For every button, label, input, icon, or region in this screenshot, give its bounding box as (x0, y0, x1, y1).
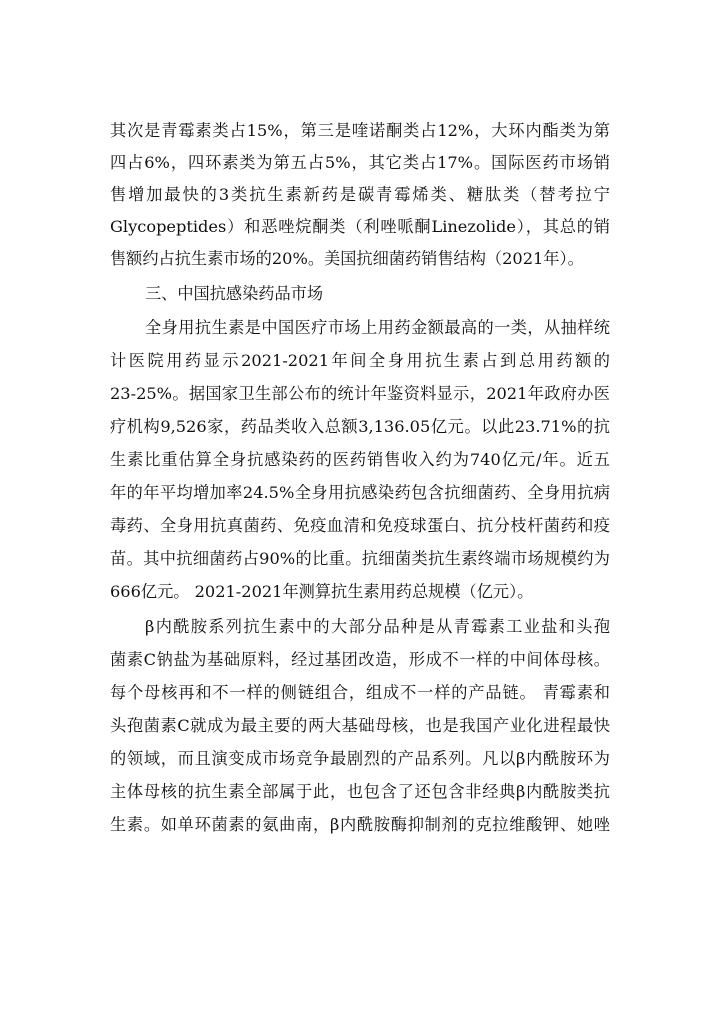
text-line: 主体母核的抗生素全部属于此，也包含了还包含非经典β内酰胺类抗 (110, 782, 610, 801)
text-line: 生素比重估算全身抗感染药的医药销售收入约为740亿元/年。近五 (110, 450, 610, 469)
text-line: 每个母核再和不一样的侧链组合，组成不一样的产品链。 青霉素和 (110, 683, 610, 702)
text-line: 售增加最快的3类抗生素新药是碳青霉烯类、糖肽类（替考拉宁 (110, 185, 610, 204)
text-line: 售额约占抗生素市场的20%。美国抗细菌药销售结构（2021年）。 (110, 249, 584, 268)
text-line: 666亿元。 2021-2021年测算抗生素用药总规模（亿元）。 (110, 582, 534, 601)
section-heading: 三、中国抗感染药品市场 (145, 284, 324, 303)
text-line: Glycopeptides）和恶唑烷酮类（利唑哌酮Linezolide），其总的销 (110, 217, 610, 236)
text-line: 疗机构9,526家，药品类收入总额3,136.05亿元。以此23.71%的抗 (110, 417, 610, 436)
text-line: 计医院用药显示2021-2021年间全身用抗生素占到总用药额的 (110, 351, 610, 370)
text-line: 的领域，而且演变成市场竞争最剧烈的产品系列。凡以β内酰胺环为 (110, 749, 610, 768)
text-line: β内酰胺系列抗生素中的大部分品种是从青霉素工业盐和头孢 (145, 617, 610, 636)
text-line: 全身用抗生素是中国医疗市场上用药金额最高的一类，从抽样统 (145, 318, 610, 337)
text-line: 年的年平均增加率24.5%全身用抗感染药包含抗细菌药、全身用抗病 (110, 483, 610, 502)
text-line: 毒药、全身用抗真菌药、免疫血清和免疫球蛋白、抗分枝杆菌药和疫 (110, 516, 610, 535)
text-line: 苗。其中抗细菌药占90%的比重。抗细菌类抗生素终端市场规模约为 (110, 549, 610, 568)
text-line: 23-25%。据国家卫生部公布的统计年鉴资料显示，2021年政府办医 (110, 384, 610, 403)
text-line: 头孢菌素C就成为最主要的两大基础母核，也是我国产业化进程最快 (110, 716, 610, 735)
text-line: 生素。如单环菌素的氨曲南，β内酰胺酶抑制剂的克拉维酸钾、她唑 (110, 815, 610, 834)
text-line: 菌素C钠盐为基础原料，经过基团改造，形成不一样的中间体母核。 (110, 650, 610, 669)
text-line: 四占6%，四环素类为第五占5%，其它类占17%。国际医药市场销 (110, 153, 610, 172)
text-line: 其次是青霉素类占15%，第三是喹诺酮类占12%，大环内酯类为第 (110, 121, 610, 140)
